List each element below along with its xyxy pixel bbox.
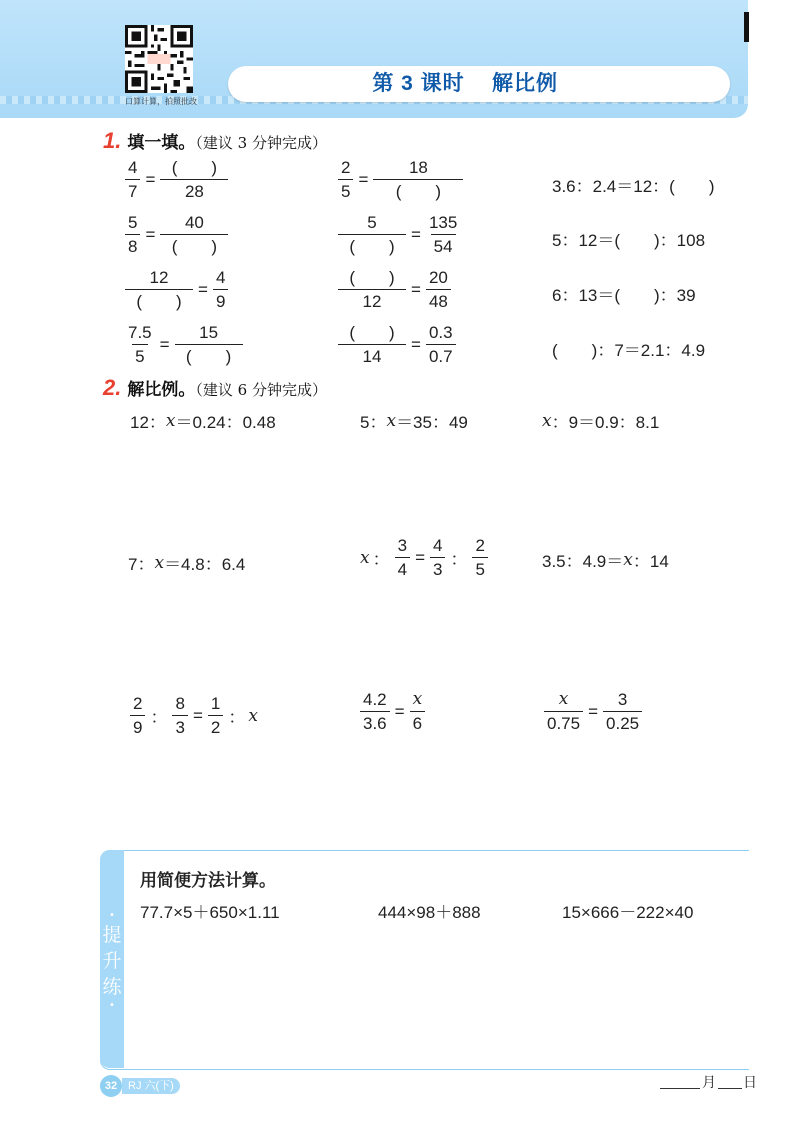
practice-expr-3[interactable]: 15×666－222×40 <box>562 903 694 922</box>
fill-item-r1c3[interactable]: 3.6：2.4＝12：( ) <box>552 177 715 196</box>
fill-item-r1c2: $\frac{2}{5}$ = $\frac{18}{( )}$ <box>336 158 465 201</box>
solve-item-9[interactable]: $\frac{x}{0.75}$ = $\frac{3}{0.25}$ <box>542 690 644 733</box>
section-1-heading <box>103 128 327 154</box>
answer-blank[interactable]: ( ) <box>160 234 228 256</box>
practice-title: 用简便方法计算。 <box>140 871 276 891</box>
fill-item-r4c1: $\frac{7.5}{5}$ = $\frac{15}{( )}$ <box>123 323 245 366</box>
fill-item-r2c1: $\frac{5}{8}$ = $\frac{40}{( )}$ <box>123 213 230 256</box>
answer-blank[interactable]: ( ) <box>125 289 193 311</box>
fill-item-r2c3[interactable]: 5：12＝( )：108 <box>552 231 706 250</box>
solve-item-8[interactable]: $\frac{4.2}{3.6}$ = $\frac{x}{6}$ <box>358 690 427 733</box>
answer-blank[interactable]: ( ) <box>349 268 395 287</box>
practice-expr-1[interactable]: 77.7×5＋650×1.11 <box>140 903 280 922</box>
solve-item-7[interactable]: $\frac{2}{9}$ ： $\frac{8}{3}$ = $\frac{1}{2}$ ： x <box>128 694 258 737</box>
lesson-title: 第 3 课时 解比例 <box>372 72 558 95</box>
section-2-hint: （建议 6 分钟完成） <box>195 381 327 399</box>
qr-caption: 口算计算，拍照批改 <box>125 97 197 106</box>
answer-blank[interactable]: ( ) <box>373 179 463 201</box>
fill-item-r3c1: $\frac{12}{( )}$ = $\frac{4}{9}$ <box>123 268 230 311</box>
section-1-title: 填一填。（建议 3 分钟完成） <box>127 133 327 153</box>
solve-item-1[interactable]: 12： x ＝0.24：0.48 <box>130 410 276 432</box>
page-number: 32 <box>100 1075 122 1097</box>
solve-item-5[interactable]: x ： $\frac{3}{4}$ = $\frac{4}{3}$ ： $\frac{2}{5}$ <box>360 536 490 579</box>
solve-item-3[interactable]: x ：9＝0.9：8.1 <box>542 410 660 432</box>
fill-item-r3c3[interactable]: 6：13＝( )：39 <box>552 286 696 305</box>
page-spine-mark <box>744 12 749 42</box>
fill-item-r1c1: $\frac{4}{7}$ = $\frac{( )}{28}$ <box>123 158 230 201</box>
edition-label: RJ 六(下) <box>122 1078 180 1094</box>
solve-item-6[interactable]: 3.5：4.9＝ x ：14 <box>542 549 669 571</box>
section-2-heading <box>103 375 327 401</box>
answer-blank[interactable]: ( ) <box>338 234 406 256</box>
month-label: 月 <box>702 1074 716 1090</box>
solve-item-2[interactable]: 5： x ＝35：49 <box>360 410 468 432</box>
section-2-title: 解比例。（建议 6 分钟完成） <box>127 380 327 400</box>
day-blank[interactable] <box>718 1072 742 1089</box>
solve-item-4[interactable]: 7： x ＝4.8：6.4 <box>128 552 246 574</box>
day-label: 日 <box>743 1074 757 1090</box>
qr-code-icon[interactable] <box>125 25 193 93</box>
practice-expr-2[interactable]: 444×98＋888 <box>378 903 481 922</box>
section-1-number: 1. <box>103 128 122 153</box>
fill-item-r2c2: $\frac{5}{( )}$ = $\frac{135}{54}$ <box>336 213 462 256</box>
answer-blank[interactable]: ( ) <box>349 323 395 342</box>
month-blank[interactable] <box>660 1072 700 1089</box>
fill-item-r3c2: $\frac{( )}{12}$ = $\frac{20}{48}$ <box>336 268 453 311</box>
answer-blank[interactable]: ( ) <box>171 158 218 177</box>
practice-side-label: • 提 升 练 • <box>102 910 122 1011</box>
fill-item-r4c2: $\frac{( )}{14}$ = $\frac{0.3}{0.7}$ <box>336 323 458 366</box>
section-2-number: 2. <box>103 375 122 400</box>
fill-item-r4c3[interactable]: ( )：7＝2.1：4.9 <box>552 341 706 360</box>
section-1-hint: （建议 3 分钟完成） <box>195 134 327 152</box>
answer-blank[interactable]: ( ) <box>175 344 243 366</box>
